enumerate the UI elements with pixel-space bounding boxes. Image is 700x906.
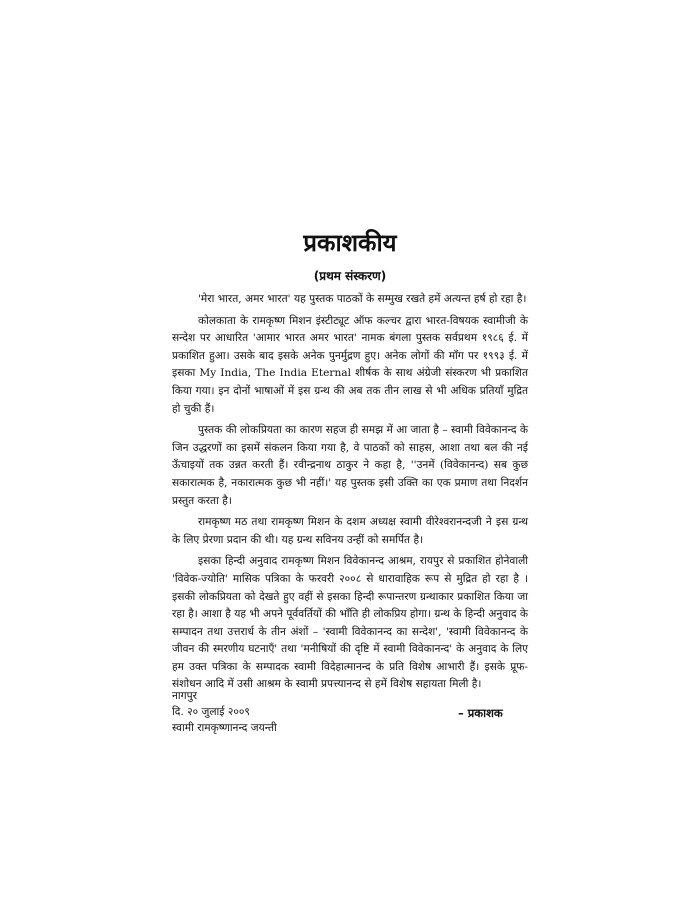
occasion: स्वामी रामकृष्णानन्द जयन्ती xyxy=(172,722,277,734)
paragraph: 'मेरा भारत, अमर भारत' यह पुस्तक पाठकों के सम्मुख रखते हमें अत्यन्त हर्ष हो रहा है। xyxy=(198,293,527,305)
body-text xyxy=(172,291,528,698)
date: दि. २० जुलाई २००९ xyxy=(172,706,250,718)
place: नागपुर xyxy=(172,690,197,702)
publisher-signature: – प्रकाशक xyxy=(458,706,503,720)
paragraph: कोलकाता के रामकृष्ण मिशन इंस्टीट्यूट ऑफ कल्चर द्वारा भारत-विषयक स्वामीजी के सन्देश पर आधारित 'आमार भारत अमर भारत' नामक बंगला पुस्तक सर्वप्रथम १९८६ ई. में प्रकाशित हुआ। उसके बाद इसके अनेक पुनर्मुद्रण हुए। अनेक लोगों की माँग पर १९९३ ई. में इसका My India, The India Eternal शीर्षक के साथ अंग्रेजी संस्करण भी प्रकाशित किया गया। इन दोनों भाषाओं में इस ग्रन्थ की अब तक तीन लाख से भी अधिक प्रतियाँ मुद्रित हो चुकी हैं। xyxy=(172,314,528,415)
paragraph: इसका हिन्दी अनुवाद रामकृष्ण मिशन विवेकानन्द आश्रम, रायपुर से प्रकाशित होनेवाली 'विवेक-ज्योति' मासिक पत्रिका के फरवरी २००८ से धारावाहिक रूप से मुद्रित हो रहा है । इसकी लोकप्रियता को देखते हुए वहीं से इसका हिन्दी रूपान्तरण ग्रन्थाकार प्रकाशित किया जा रहा है। आशा है यह भी अपने पूर्ववर्तियों की भाँति ही लोकप्रिय होगा। ग्रन्थ के हिन्दी अनुवाद के सम्पादन तथा उत्तरार्ध के तीन अंशों – 'स्वामी विवेकानन्द का सन्देश', 'स्वामी विवेकानन्द के जीवन की स्मरणीय घटनाएँ' तथा 'मनीषियों की दृष्टि में स्वामी विवेकानन्द' के अनुवाद के लिए हम उक्त पत्रिका के सम्पादक स्वामी विदेहात्मानन्द के प्रति विशेष आभारी हैं। इसके प्रूफ-संशोधन आदि में उसी आश्रम के स्वामी प्रपत्त्यानन्द से हमें विशेष सहायता मिली है। xyxy=(172,555,528,691)
place-date-block xyxy=(172,688,277,736)
page-subtitle: (प्रथम संस्करण) xyxy=(313,269,387,283)
paragraph: रामकृष्ण मठ तथा रामकृष्ण मिशन के दशम अध्यक्ष स्वामी वीरेश्वरानन्दजी ने इस ग्रन्थ के लिए प्रेरणा प्रदान की थी। यह ग्रन्थ सविनय उन्हीं को समर्पित है। xyxy=(172,516,528,546)
page-title: प्रकाशकीय xyxy=(303,229,397,257)
paragraph: पुस्तक की लोकप्रियता का कारण सहज ही समझ में आ जाता है – स्वामी विवेकानन्द के जिन उद्धरणों का इसमें संकलन किया गया है, वे पाठकों को साहस, आशा तथा बल की नई ऊँचाइयों तक उन्नत करती हैं। रवीन्द्रनाथ ठाकुर ने कहा है, ''उनमें (विवेकानन्द) सब कुछ सकारात्मक है, नकारात्मक कुछ भी नहीं।' यह पुस्तक इसी उक्ति का एक प्रमाण तथा निदर्शन प्रस्तुत करता है। xyxy=(172,424,528,507)
